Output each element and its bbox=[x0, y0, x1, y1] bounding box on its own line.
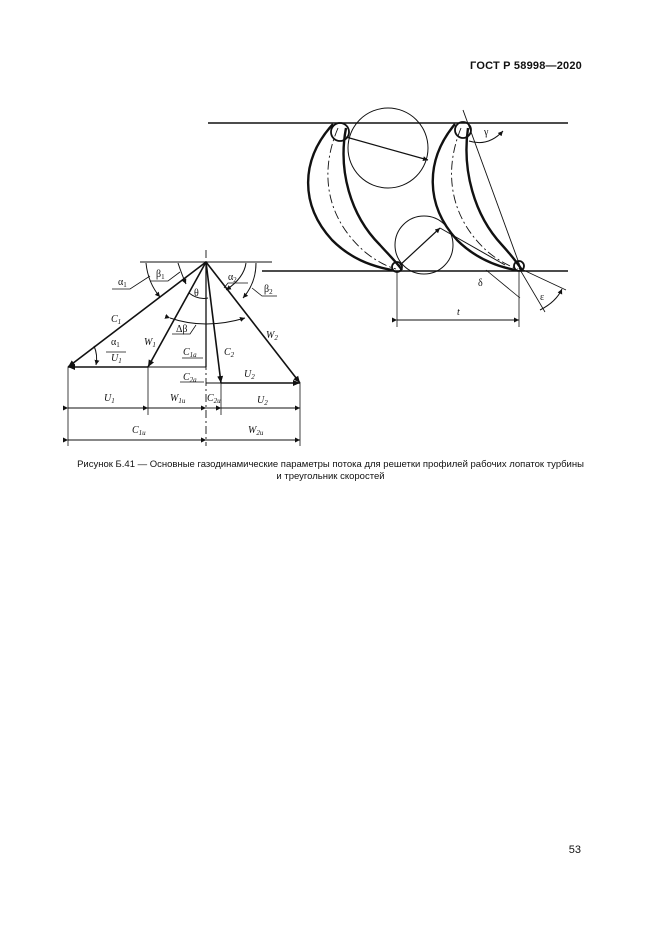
C2a-label: $C_{2a}$ bbox=[183, 372, 197, 384]
caption-line-2: и треугольник скоростей bbox=[276, 471, 385, 482]
W1-label: $W_1$ bbox=[144, 337, 156, 349]
epsilon-label: ε bbox=[540, 292, 545, 303]
alpha1-low-label: $\alpha_1$ bbox=[111, 337, 120, 349]
outlet-throat-line bbox=[399, 228, 440, 266]
C2-label: $C_2$ bbox=[224, 347, 235, 359]
beta1-label: $\beta_1$ bbox=[156, 269, 165, 281]
blade-profile-2 bbox=[433, 124, 522, 270]
W2-label: $W_2$ bbox=[266, 330, 278, 342]
vector-C2 bbox=[206, 262, 221, 383]
beta1-leader bbox=[150, 272, 180, 281]
alpha2-label: $\alpha_2$ bbox=[228, 272, 237, 284]
alpha1-label: $\alpha_1$ bbox=[118, 277, 127, 289]
theta-label: θ bbox=[194, 288, 199, 299]
U2-dim-label: $U_2$ bbox=[257, 395, 268, 407]
epsilon-line-1 bbox=[519, 268, 545, 312]
pitch-label: t bbox=[457, 307, 460, 318]
blade-centerline-1 bbox=[328, 128, 396, 269]
blade-centerline-2 bbox=[452, 128, 518, 269]
W1u-label: $W_{1u}$ bbox=[170, 393, 186, 405]
U2-top-label: $U_2$ bbox=[244, 369, 255, 381]
delta-label: δ bbox=[478, 278, 483, 289]
C2u-label: $C_{2u}$ bbox=[207, 393, 221, 405]
C1u-label: $C_{1u}$ bbox=[132, 425, 146, 437]
cascade-labels bbox=[457, 127, 544, 318]
C1-label: $C_1$ bbox=[111, 314, 122, 326]
blade-cascade bbox=[208, 108, 568, 327]
delta-beta-label: Δβ bbox=[176, 324, 188, 335]
blade-profile-1 bbox=[308, 124, 402, 270]
inlet-throat-line bbox=[346, 137, 428, 160]
figure-caption bbox=[30, 459, 631, 483]
C1a-label: $C_{1a}$ bbox=[183, 347, 197, 359]
outlet-direction-line bbox=[440, 228, 505, 265]
document-id: ГОСТ Р 58998—2020 bbox=[470, 60, 582, 72]
page-number: 53 bbox=[568, 844, 581, 856]
U1-small-label: $U_1$ bbox=[111, 353, 122, 365]
inlet-throat-circle bbox=[348, 108, 428, 188]
U1-dim-label: $U_1$ bbox=[104, 393, 115, 405]
outlet-throat-circle bbox=[395, 216, 453, 274]
delta-line bbox=[486, 270, 520, 298]
alpha1-low-arc bbox=[94, 346, 97, 365]
gamma-label: γ bbox=[484, 127, 489, 138]
caption-line-1: Рисунок Б.41 — Основные газодинамические параметры потока для решетки профилей рабочих лопаток турбины bbox=[77, 459, 584, 470]
beta2-label: $\beta_2$ bbox=[264, 284, 273, 296]
W2u-label: $W_{2u}$ bbox=[248, 425, 264, 437]
